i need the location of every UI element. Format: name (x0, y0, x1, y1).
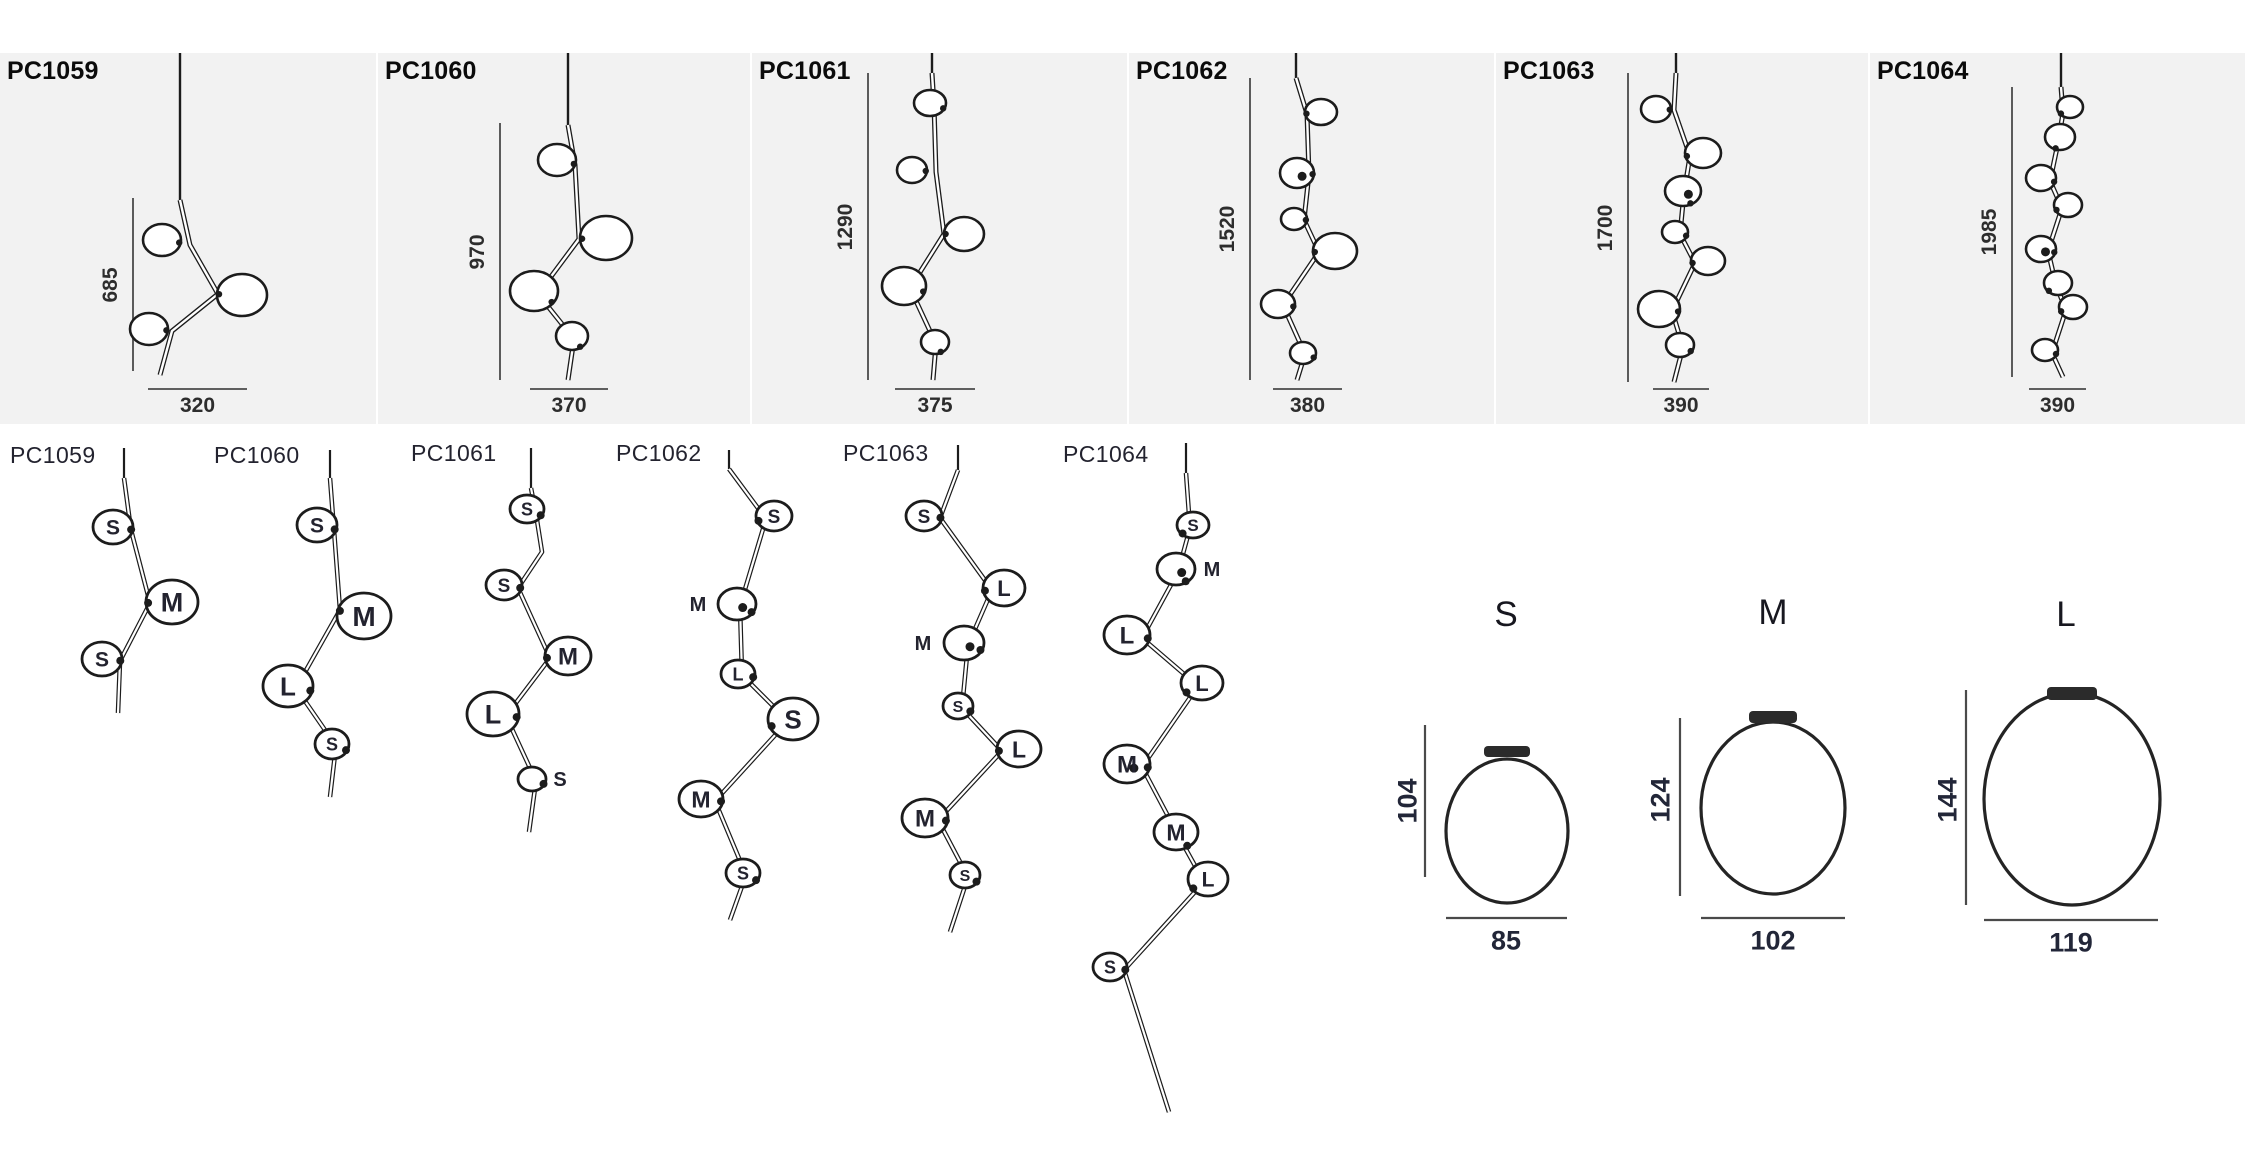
height-dimension: 1700 (1594, 204, 1617, 251)
glass-sphere (2026, 236, 2056, 262)
bottom-code: PC1063 (843, 440, 929, 466)
bulb-size-label: M (915, 805, 935, 833)
height-dimension: 970 (466, 233, 489, 270)
glass-sphere (217, 274, 267, 316)
bulb-size-label: S (553, 769, 567, 792)
pendant-sizes-pc1061 (467, 448, 591, 832)
size-width-s: 85 (1490, 925, 1522, 956)
glass-sphere (882, 267, 926, 305)
glass-sphere (2032, 339, 2058, 361)
glass-sphere (914, 90, 946, 116)
pendant-spec-pc1064 (2012, 53, 2087, 389)
bulb-size-label: S (784, 704, 802, 735)
size-width-m: 102 (1750, 925, 1796, 956)
pendant-sizes-pc1059 (82, 448, 198, 713)
glass-sphere (1305, 99, 1337, 125)
pendant-sizes-pc1060 (263, 450, 391, 797)
glass-sphere (130, 313, 168, 345)
sphere-cap (1484, 746, 1530, 757)
product-code: PC1061 (759, 57, 851, 85)
size-reference-l (1966, 687, 2160, 920)
glass-sphere (538, 144, 576, 176)
bottom-code: PC1062 (616, 440, 702, 466)
glass-sphere (1662, 221, 1688, 243)
bulb-size-label: L (1195, 670, 1209, 696)
glass-sphere (1290, 342, 1316, 364)
product-code: PC1062 (1136, 57, 1228, 85)
bulb-size-label: S (767, 506, 781, 528)
glass-sphere (143, 224, 181, 256)
bulb-size-label: L (1119, 622, 1135, 650)
pendant-spec-pc1060 (500, 53, 632, 389)
bulb-size-label: M (352, 601, 376, 633)
bulb-size-label: M (1117, 751, 1137, 779)
bulb-size-label: S (497, 575, 511, 597)
bulb-size-label: L (1201, 868, 1215, 892)
bottom-code: PC1059 (10, 442, 96, 468)
bottom-code: PC1060 (214, 442, 300, 468)
bulb-size-label: M (1203, 559, 1221, 582)
bulb-size-label: M (160, 587, 184, 618)
bulb-size-label: S (94, 648, 110, 672)
bulb-size-label: S (959, 867, 971, 885)
bulb-size-label: M (691, 786, 711, 813)
glass-sphere (580, 216, 632, 260)
pendant-sizes-pc1064 (1093, 443, 1228, 1112)
pendant-spec-pc1059 (130, 53, 267, 389)
width-dimension: 380 (1289, 394, 1326, 417)
bulb-size-label: M (1166, 819, 1186, 846)
bulb-size-label: S (325, 734, 339, 755)
bottom-code: PC1064 (1063, 441, 1149, 467)
glass-sphere (1641, 96, 1671, 122)
glass-sphere (1261, 290, 1295, 318)
bulb-size-label: L (732, 664, 744, 685)
height-dimension: 685 (99, 266, 122, 303)
glass-sphere-m (944, 626, 984, 660)
reference-sphere (1446, 759, 1568, 903)
height-dimension: 1520 (1216, 205, 1239, 253)
bulb-size-label: L (997, 575, 1011, 601)
size-height-l: 144 (1932, 777, 1963, 823)
product-code: PC1063 (1503, 57, 1595, 85)
glass-sphere (2059, 295, 2087, 319)
size-height-s: 104 (1392, 778, 1423, 824)
glass-sphere (1665, 176, 1701, 206)
bulb-size-label: L (1011, 736, 1027, 763)
size-header-l: L (2056, 595, 2076, 634)
pendant-spec-pc1061 (868, 53, 984, 389)
product-code: PC1060 (385, 57, 477, 85)
size-header-s: S (1494, 595, 1518, 634)
glass-sphere (1691, 247, 1725, 275)
size-height-m: 124 (1645, 777, 1676, 823)
glass-sphere (921, 330, 949, 354)
height-dimension: 1290 (834, 203, 857, 250)
size-reference-s (1425, 725, 1568, 918)
glass-sphere (1280, 158, 1314, 188)
glass-sphere (1313, 233, 1357, 269)
bulb-size-label: M (689, 594, 707, 617)
reference-sphere (1701, 722, 1845, 894)
reference-sphere (1984, 693, 2160, 905)
width-dimension: 390 (1663, 394, 1699, 417)
pendant-sizes-pc1063 (902, 445, 1041, 932)
glass-sphere (897, 157, 927, 183)
width-dimension: 375 (917, 394, 953, 417)
pendant-spec-pc1063 (1628, 53, 1725, 389)
bulb-size-label: M (914, 633, 932, 656)
bulb-size-label: S (736, 863, 750, 884)
width-dimension: 320 (179, 394, 216, 417)
bulb-size-label: S (952, 698, 964, 716)
glass-sphere (1638, 291, 1680, 327)
glass-sphere (944, 217, 984, 251)
bulb-size-label: S (917, 506, 931, 528)
width-dimension: 370 (551, 394, 587, 417)
size-reference-m (1680, 711, 1845, 918)
glass-sphere (2045, 124, 2075, 150)
bulb-size-label: L (280, 671, 296, 702)
pendant-spec-pc1062 (1250, 53, 1357, 389)
pendant-sizes-pc1062 (679, 450, 818, 920)
sphere-cap (1749, 711, 1797, 723)
product-code: PC1059 (7, 57, 99, 85)
size-header-m: M (1758, 593, 1788, 632)
bulb-size-label: M (558, 643, 578, 671)
bulb-size-label: L (484, 699, 502, 730)
bulb-size-label: S (520, 499, 534, 520)
bulb-size-label: S (1103, 957, 1117, 978)
height-dimension: 1985 (1978, 208, 2001, 256)
bulb-size-label: S (105, 516, 121, 540)
bottom-code: PC1061 (411, 440, 497, 466)
width-dimension: 390 (2039, 394, 2076, 417)
bulb-size-label: S (1187, 516, 1199, 536)
sphere-cap (2047, 687, 2097, 700)
glass-sphere (1685, 138, 1721, 168)
product-code: PC1064 (1877, 57, 1969, 85)
glass-sphere (2054, 193, 2082, 217)
size-width-l: 119 (2049, 927, 2093, 958)
bulb-size-label: S (309, 514, 325, 538)
glass-sphere (2026, 165, 2056, 191)
